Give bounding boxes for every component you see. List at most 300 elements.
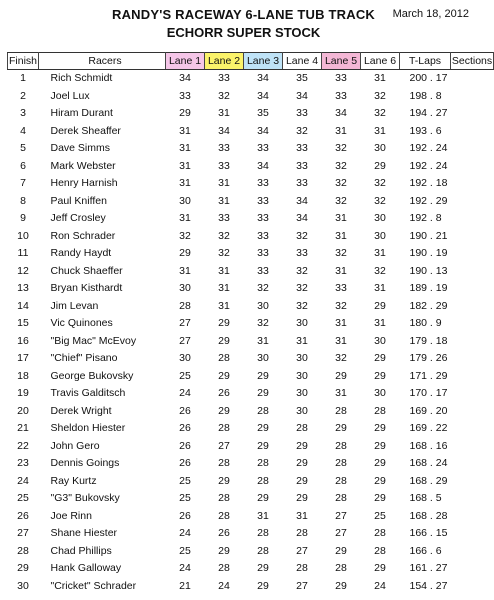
- lane-6-laps-cell: 30: [374, 387, 386, 399]
- lane-2-laps-cell: 31: [218, 107, 230, 119]
- lane-1-laps-cell: 27: [179, 317, 191, 329]
- racer-name-cell: Joe Rinn: [50, 509, 92, 522]
- col-header-lane-2: Lane 2: [205, 53, 244, 70]
- lane-1-laps-cell: 28: [179, 299, 191, 312]
- finish-cell: 2: [20, 89, 26, 102]
- table-row: [8, 123, 494, 141]
- lane-1-laps-cell: 30: [179, 194, 191, 207]
- lane-1-laps-cell: 26: [179, 404, 191, 417]
- lane-1-laps-cell: 31: [179, 177, 191, 189]
- lane-1-laps-cell: 21: [179, 579, 191, 592]
- lane-6-laps-cell: 29: [374, 299, 386, 312]
- lane-4-laps-cell: 33: [296, 177, 308, 189]
- total-laps-cell: 154 . 27: [409, 579, 448, 592]
- lane-4-laps-cell: 33: [296, 107, 308, 119]
- lane-1-laps-cell: 34: [179, 72, 191, 84]
- lane-6-laps-cell: 24: [374, 579, 386, 592]
- lane-2-laps-cell: 33: [218, 72, 230, 84]
- total-laps-cell: 194 . 27: [409, 107, 448, 119]
- lane-5-laps-cell: 31: [335, 124, 347, 137]
- lane-4-laps-cell: 34: [296, 194, 308, 207]
- lane-2-laps-cell: 24: [218, 579, 230, 592]
- lane-4-laps-cell: 32: [296, 264, 308, 277]
- racer-name-cell: Henry Harnish: [50, 177, 118, 189]
- lane-3-laps-cell: 34: [257, 159, 269, 172]
- lane-5-laps-cell: 27: [335, 527, 347, 539]
- lane-4-laps-cell: 29: [296, 439, 308, 452]
- lane-6-laps-cell: 31: [374, 317, 386, 329]
- lane-5-laps-cell: 32: [335, 177, 347, 189]
- racer-name-cell: Jeff Crosley: [50, 212, 106, 224]
- total-laps-cell: 193 . 6: [409, 124, 442, 137]
- finish-cell: 25: [17, 492, 29, 504]
- lane-4-laps-cell: 27: [296, 544, 308, 557]
- lane-3-laps-cell: 33: [257, 142, 269, 154]
- lane-4-laps-cell: 33: [296, 159, 308, 172]
- finish-cell: 7: [20, 177, 26, 189]
- finish-cell: 16: [17, 334, 29, 347]
- lane-1-laps-cell: 25: [179, 544, 191, 557]
- lane-6-laps-cell: 29: [374, 439, 386, 452]
- lane-1-laps-cell: 30: [179, 352, 191, 364]
- lane-3-laps-cell: 33: [257, 212, 269, 224]
- lane-6-laps-cell: 29: [374, 352, 386, 364]
- lane-1-laps-cell: 25: [179, 369, 191, 382]
- table-body: [8, 70, 494, 596]
- finish-cell: 13: [17, 282, 29, 294]
- lane-2-laps-cell: 31: [218, 194, 230, 207]
- lane-3-laps-cell: 28: [257, 404, 269, 417]
- total-laps-cell: 169 . 20: [409, 404, 448, 417]
- col-header-lane-6: Lane 6: [361, 53, 400, 70]
- lane-5-laps-cell: 31: [335, 334, 347, 347]
- lane-3-laps-cell: 33: [257, 264, 269, 277]
- lane-6-laps-cell: 29: [374, 474, 386, 487]
- total-laps-cell: 192 . 8: [409, 212, 442, 224]
- racer-name-cell: "G3" Bukovsky: [50, 492, 120, 504]
- lane-4-laps-cell: 34: [296, 89, 308, 102]
- lane-2-laps-cell: 31: [218, 299, 230, 312]
- lane-3-laps-cell: 29: [257, 579, 269, 592]
- lane-3-laps-cell: 28: [257, 544, 269, 557]
- racer-name-cell: Randy Haydt: [50, 247, 112, 259]
- table-row: [8, 228, 494, 246]
- racer-name-cell: Hiram Durant: [50, 107, 113, 119]
- lane-1-laps-cell: 32: [179, 229, 191, 242]
- finish-cell: 30: [17, 579, 29, 592]
- lane-1-laps-cell: 29: [179, 247, 191, 259]
- table-header: [8, 53, 494, 70]
- lane-4-laps-cell: 30: [296, 352, 308, 364]
- racer-name-cell: George Bukovsky: [50, 369, 134, 382]
- lane-3-laps-cell: 33: [257, 247, 269, 259]
- lane-2-laps-cell: 31: [218, 264, 230, 277]
- header-row: [8, 53, 494, 70]
- lane-4-laps-cell: 35: [296, 72, 308, 84]
- lane-5-laps-cell: 29: [335, 579, 347, 592]
- table-row: [8, 543, 494, 561]
- lane-6-laps-cell: 29: [374, 562, 386, 574]
- lane-2-laps-cell: 28: [218, 492, 230, 504]
- racer-name-cell: Dave Simms: [50, 142, 111, 154]
- racer-name-cell: Chad Phillips: [50, 544, 112, 557]
- lane-2-laps-cell: 27: [218, 439, 230, 452]
- lane-1-laps-cell: 31: [179, 142, 191, 154]
- table-row: [8, 333, 494, 351]
- lane-4-laps-cell: 30: [296, 369, 308, 382]
- total-laps-cell: 161 . 27: [409, 562, 448, 574]
- lane-5-laps-cell: 32: [335, 159, 347, 172]
- total-laps-cell: 169 . 22: [409, 422, 448, 434]
- table-row: [8, 245, 494, 263]
- lane-2-laps-cell: 33: [218, 142, 230, 154]
- lane-4-laps-cell: 32: [296, 124, 308, 137]
- lane-6-laps-cell: 30: [374, 212, 386, 224]
- lane-2-laps-cell: 33: [218, 159, 230, 172]
- lane-4-laps-cell: 33: [296, 247, 308, 259]
- lane-5-laps-cell: 33: [335, 89, 347, 102]
- lane-6-laps-cell: 31: [374, 72, 386, 84]
- lane-5-laps-cell: 32: [335, 299, 347, 312]
- lane-2-laps-cell: 32: [218, 247, 230, 259]
- lane-5-laps-cell: 28: [335, 457, 347, 469]
- lane-2-laps-cell: 29: [218, 317, 230, 329]
- finish-cell: 1: [20, 72, 26, 84]
- lane-2-laps-cell: 33: [218, 212, 230, 224]
- racer-name-cell: Mark Webster: [50, 159, 116, 172]
- finish-cell: 28: [17, 544, 29, 557]
- lane-5-laps-cell: 28: [335, 439, 347, 452]
- lane-6-laps-cell: 32: [374, 89, 386, 102]
- total-laps-cell: 189 . 19: [409, 282, 448, 294]
- racer-name-cell: Rich Schmidt: [50, 72, 113, 84]
- lane-5-laps-cell: 32: [335, 247, 347, 259]
- lane-5-laps-cell: 31: [335, 229, 347, 242]
- lane-2-laps-cell: 31: [218, 282, 230, 294]
- lane-2-laps-cell: 28: [218, 422, 230, 434]
- racer-name-cell: John Gero: [50, 439, 100, 452]
- lane-5-laps-cell: 28: [335, 474, 347, 487]
- finish-cell: 19: [17, 387, 29, 399]
- table-row: [8, 350, 494, 368]
- racer-name-cell: Jim Levan: [50, 299, 99, 312]
- lane-5-laps-cell: 32: [335, 194, 347, 207]
- table-row: [8, 158, 494, 176]
- lane-6-laps-cell: 30: [374, 142, 386, 154]
- lane-4-laps-cell: 33: [296, 142, 308, 154]
- lane-1-laps-cell: 27: [179, 334, 191, 347]
- table-row: [8, 473, 494, 491]
- total-laps-cell: 179 . 26: [409, 352, 448, 364]
- lane-4-laps-cell: 30: [296, 317, 308, 329]
- col-header-sections: Sections: [451, 53, 494, 70]
- lane-1-laps-cell: 26: [179, 457, 191, 469]
- table-row: [8, 438, 494, 456]
- racer-name-cell: Sheldon Hiester: [50, 422, 126, 434]
- lane-5-laps-cell: 31: [335, 387, 347, 399]
- racer-name-cell: Paul Kniffen: [50, 194, 107, 207]
- lane-6-laps-cell: 31: [374, 247, 386, 259]
- finish-cell: 15: [17, 317, 29, 329]
- lane-1-laps-cell: 24: [179, 562, 191, 574]
- racer-name-cell: Bryan Kisthardt: [50, 282, 123, 294]
- table-row: [8, 175, 494, 193]
- finish-cell: 12: [17, 264, 29, 277]
- lane-4-laps-cell: 28: [296, 422, 308, 434]
- lane-3-laps-cell: 33: [257, 177, 269, 189]
- finish-cell: 9: [20, 212, 26, 224]
- finish-cell: 23: [17, 457, 29, 469]
- finish-cell: 14: [17, 299, 29, 312]
- lane-6-laps-cell: 31: [374, 124, 386, 137]
- lane-2-laps-cell: 29: [218, 369, 230, 382]
- lane-3-laps-cell: 29: [257, 369, 269, 382]
- lane-4-laps-cell: 32: [296, 229, 308, 242]
- lane-2-laps-cell: 34: [218, 124, 230, 137]
- lane-4-laps-cell: 29: [296, 457, 308, 469]
- racer-name-cell: "Big Mac" McEvoy: [50, 334, 137, 347]
- total-laps-cell: 171 . 29: [409, 369, 448, 382]
- finish-cell: 8: [20, 194, 26, 207]
- total-laps-cell: 198 . 8: [409, 89, 442, 102]
- page-title: RANDY'S RACEWAY 6-LANE TUB TRACK: [111, 7, 375, 22]
- racer-name-cell: Chuck Shaeffer: [50, 264, 123, 277]
- lane-6-laps-cell: 30: [374, 334, 386, 347]
- lane-1-laps-cell: 30: [179, 282, 191, 294]
- table-row: [8, 70, 494, 88]
- lane-4-laps-cell: 32: [296, 299, 308, 312]
- table-row: [8, 420, 494, 438]
- table-row: [8, 385, 494, 403]
- finish-cell: 17: [17, 352, 29, 364]
- total-laps-cell: 168 . 28: [409, 509, 448, 522]
- lane-1-laps-cell: 31: [179, 159, 191, 172]
- col-header-lane-1: Lane 1: [166, 53, 205, 70]
- total-laps-cell: 190 . 13: [409, 264, 448, 277]
- lane-3-laps-cell: 29: [257, 562, 269, 574]
- racer-name-cell: Derek Sheaffer: [50, 124, 121, 137]
- finish-cell: 29: [17, 562, 29, 574]
- racer-name-cell: Dennis Goings: [50, 457, 120, 469]
- lane-1-laps-cell: 24: [179, 527, 191, 539]
- total-laps-cell: 190 . 21: [409, 229, 448, 242]
- lane-6-laps-cell: 29: [374, 369, 386, 382]
- table-row: [8, 578, 494, 596]
- lane-2-laps-cell: 32: [218, 89, 230, 102]
- finish-cell: 11: [17, 247, 29, 259]
- lane-5-laps-cell: 31: [335, 212, 347, 224]
- total-laps-cell: 168 . 24: [409, 457, 448, 469]
- total-laps-cell: 168 . 5: [409, 492, 442, 504]
- lane-2-laps-cell: 26: [218, 387, 230, 399]
- lane-3-laps-cell: 28: [257, 474, 269, 487]
- lane-1-laps-cell: 26: [179, 509, 191, 522]
- lane-2-laps-cell: 28: [218, 562, 230, 574]
- lane-1-laps-cell: 29: [179, 107, 191, 119]
- lane-6-laps-cell: 29: [374, 492, 386, 504]
- lane-3-laps-cell: 29: [257, 422, 269, 434]
- col-header-finish: Finish: [8, 53, 39, 70]
- lane-5-laps-cell: 28: [335, 404, 347, 417]
- racer-name-cell: Travis Galditsch: [50, 387, 126, 399]
- table-row: [8, 263, 494, 281]
- lane-4-laps-cell: 27: [296, 579, 308, 592]
- total-laps-cell: 192 . 24: [409, 142, 448, 154]
- lane-4-laps-cell: 32: [296, 282, 308, 294]
- total-laps-cell: 200 . 17: [409, 72, 448, 84]
- lane-2-laps-cell: 29: [218, 334, 230, 347]
- lane-6-laps-cell: 30: [374, 229, 386, 242]
- col-header-lane-4: Lane 4: [283, 53, 322, 70]
- lane-4-laps-cell: 31: [296, 334, 308, 347]
- class-subtitle: ECHORR SUPER STOCK: [166, 25, 321, 40]
- finish-cell: 6: [20, 159, 26, 172]
- racer-name-cell: Joel Lux: [50, 89, 90, 102]
- racer-name-cell: "Chief" Pisano: [50, 352, 118, 364]
- lane-3-laps-cell: 29: [257, 387, 269, 399]
- lane-1-laps-cell: 25: [179, 474, 191, 487]
- lane-6-laps-cell: 32: [374, 264, 386, 277]
- table-row: [8, 210, 494, 228]
- finish-cell: 3: [20, 107, 26, 119]
- lane-1-laps-cell: 26: [179, 422, 191, 434]
- lane-6-laps-cell: 25: [374, 509, 386, 522]
- racer-name-cell: Ray Kurtz: [50, 474, 97, 487]
- total-laps-cell: 192 . 18: [409, 177, 448, 189]
- finish-cell: 20: [17, 404, 29, 417]
- lane-4-laps-cell: 31: [296, 509, 308, 522]
- lane-3-laps-cell: 32: [257, 282, 269, 294]
- lane-1-laps-cell: 24: [179, 387, 191, 399]
- lane-5-laps-cell: 29: [335, 544, 347, 557]
- total-laps-cell: 170 . 17: [409, 387, 448, 399]
- lane-3-laps-cell: 29: [257, 492, 269, 504]
- lane-1-laps-cell: 26: [179, 439, 191, 452]
- lane-6-laps-cell: 28: [374, 527, 386, 539]
- lane-3-laps-cell: 34: [257, 89, 269, 102]
- table-row: [8, 490, 494, 508]
- lane-2-laps-cell: 28: [218, 352, 230, 364]
- total-laps-cell: 192 . 24: [409, 159, 448, 172]
- racer-name-cell: Ron Schrader: [50, 229, 116, 242]
- lane-6-laps-cell: 29: [374, 422, 386, 434]
- lane-4-laps-cell: 29: [296, 474, 308, 487]
- table-row: [8, 403, 494, 421]
- total-laps-cell: 192 . 29: [409, 194, 448, 207]
- lane-6-laps-cell: 29: [374, 457, 386, 469]
- lane-5-laps-cell: 31: [335, 264, 347, 277]
- lane-3-laps-cell: 30: [257, 352, 269, 364]
- col-header-racers: Racers: [39, 53, 166, 70]
- lane-1-laps-cell: 31: [179, 124, 191, 137]
- lane-3-laps-cell: 28: [257, 527, 269, 539]
- lane-5-laps-cell: 33: [335, 72, 347, 84]
- lane-3-laps-cell: 33: [257, 194, 269, 207]
- total-laps-cell: 166 . 6: [409, 544, 442, 557]
- total-laps-cell: 179 . 18: [409, 334, 448, 347]
- lane-2-laps-cell: 28: [218, 509, 230, 522]
- lane-3-laps-cell: 31: [257, 509, 269, 522]
- table-row: [8, 298, 494, 316]
- table-row: [8, 525, 494, 543]
- lane-5-laps-cell: 34: [335, 107, 347, 119]
- total-laps-cell: 182 . 29: [409, 299, 448, 312]
- lane-6-laps-cell: 28: [374, 404, 386, 417]
- total-laps-cell: 166 . 15: [409, 527, 448, 539]
- table-row: [8, 280, 494, 298]
- table-row: [8, 105, 494, 123]
- lane-4-laps-cell: 29: [296, 492, 308, 504]
- lane-2-laps-cell: 29: [218, 544, 230, 557]
- finish-cell: 26: [17, 509, 29, 522]
- col-header-lane-3: Lane 3: [244, 53, 283, 70]
- lane-6-laps-cell: 32: [374, 177, 386, 189]
- lane-5-laps-cell: 31: [335, 317, 347, 329]
- lane-3-laps-cell: 29: [257, 439, 269, 452]
- lane-3-laps-cell: 30: [257, 299, 269, 312]
- lane-2-laps-cell: 26: [218, 527, 230, 539]
- total-laps-cell: 180 . 9: [409, 317, 442, 329]
- lane-2-laps-cell: 29: [218, 474, 230, 487]
- lane-3-laps-cell: 34: [257, 124, 269, 137]
- lane-6-laps-cell: 32: [374, 107, 386, 119]
- lane-5-laps-cell: 28: [335, 562, 347, 574]
- lane-1-laps-cell: 25: [179, 492, 191, 504]
- col-header-tlaps: T-Laps: [400, 53, 451, 70]
- total-laps-cell: 168 . 16: [409, 439, 448, 452]
- lane-3-laps-cell: 33: [257, 229, 269, 242]
- table-row: [8, 508, 494, 526]
- lane-1-laps-cell: 31: [179, 264, 191, 277]
- table-row: [8, 455, 494, 473]
- lane-5-laps-cell: 29: [335, 369, 347, 382]
- lane-3-laps-cell: 32: [257, 317, 269, 329]
- lane-4-laps-cell: 28: [296, 527, 308, 539]
- lane-1-laps-cell: 33: [179, 89, 191, 102]
- racer-name-cell: Shane Hiester: [50, 527, 118, 539]
- finish-cell: 10: [17, 229, 29, 242]
- lane-3-laps-cell: 28: [257, 457, 269, 469]
- race-date: March 18, 2012: [392, 8, 469, 20]
- lane-6-laps-cell: 29: [374, 159, 386, 172]
- lane-4-laps-cell: 28: [296, 562, 308, 574]
- racer-name-cell: Derek Wright: [50, 404, 112, 417]
- lane-4-laps-cell: 34: [296, 212, 308, 224]
- lane-3-laps-cell: 31: [257, 334, 269, 347]
- table-row: [8, 560, 494, 578]
- finish-cell: 24: [17, 474, 29, 487]
- finish-cell: 22: [17, 439, 29, 452]
- lane-4-laps-cell: 30: [296, 404, 308, 417]
- lane-2-laps-cell: 32: [218, 229, 230, 242]
- lane-2-laps-cell: 29: [218, 404, 230, 417]
- table-row: [8, 88, 494, 106]
- table-row: [8, 315, 494, 333]
- finish-cell: 4: [20, 124, 26, 137]
- lane-5-laps-cell: 32: [335, 352, 347, 364]
- finish-cell: 5: [20, 142, 26, 154]
- lane-6-laps-cell: 31: [374, 282, 386, 294]
- total-laps-cell: 190 . 19: [409, 247, 448, 259]
- table-row: [8, 140, 494, 158]
- racer-name-cell: "Cricket" Schrader: [50, 579, 137, 592]
- results-table: [7, 52, 494, 595]
- col-header-lane-5: Lane 5: [322, 53, 361, 70]
- table-row: [8, 193, 494, 211]
- lane-6-laps-cell: 28: [374, 544, 386, 557]
- lane-5-laps-cell: 33: [335, 282, 347, 294]
- lane-3-laps-cell: 34: [257, 72, 269, 84]
